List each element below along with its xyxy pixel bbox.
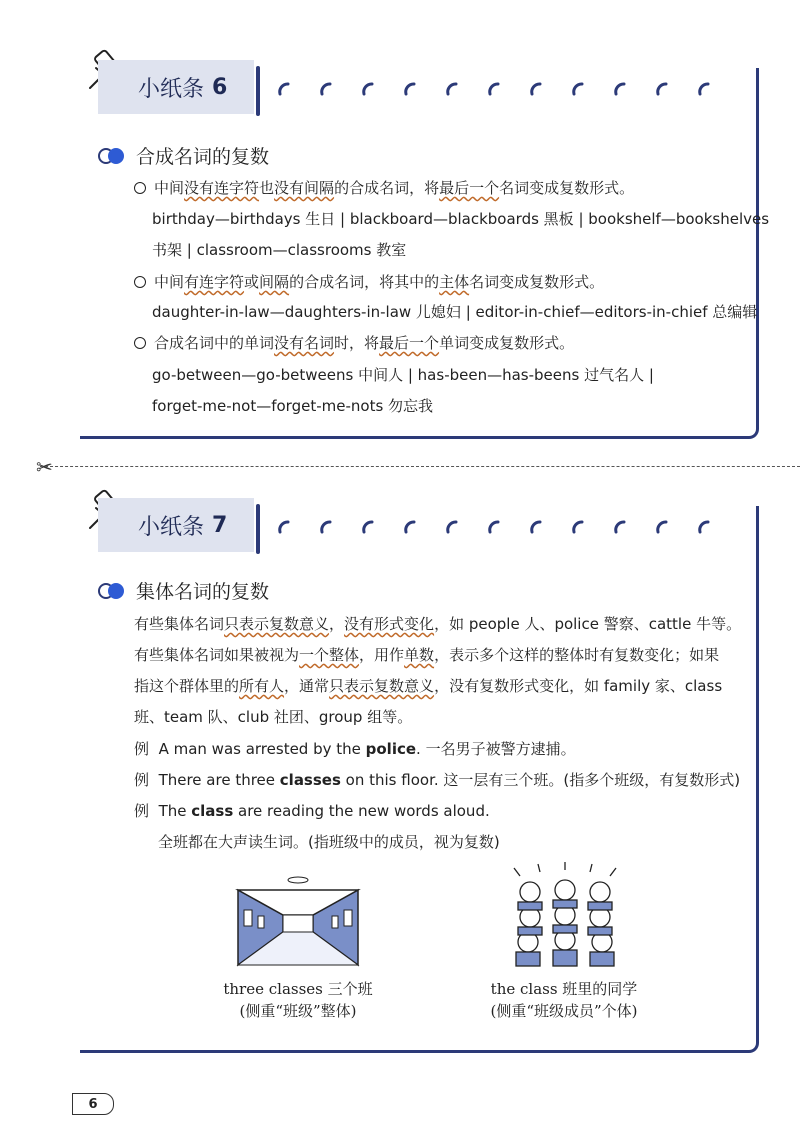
rule-emphasis: 最后一个	[439, 179, 500, 197]
rule-3	[134, 333, 574, 353]
para-emphasis: 所有人	[239, 677, 285, 695]
bullet-icon	[134, 182, 146, 194]
example-label: 例	[134, 771, 150, 789]
rule-text: 名词	[499, 179, 530, 197]
para-emphasis: 只表示复数意义	[329, 677, 435, 695]
example-text: A man was arrested by the	[158, 740, 366, 758]
cut-line	[40, 466, 800, 467]
example-line: forget-me-not—forget-me-nots 勿忘我	[152, 397, 434, 415]
example-line: go-between—go-betweens 中间人 | has-been—has-beens 过气名人 |	[152, 366, 654, 384]
tab-divider	[256, 504, 260, 554]
caption-class-members	[464, 978, 664, 1022]
section-title-text: 集体名词的复数	[136, 581, 270, 603]
section-title-collective	[98, 577, 269, 604]
rule-text: 变成复数形式。	[469, 334, 575, 352]
rule-text: 或	[244, 273, 260, 291]
para-text: ，用作	[359, 646, 405, 664]
example-2	[134, 770, 740, 790]
example-text: on this floor. 这一层有三个班。(指多个班级，有复数形式)	[340, 771, 741, 789]
example-1	[134, 739, 576, 759]
para-emphasis: 一个整体	[299, 646, 360, 664]
para-emphasis: 单数	[404, 646, 435, 664]
example-text: are reading the new words aloud.	[233, 802, 490, 820]
example-label: 例	[134, 740, 150, 758]
caption-line: (侧重“班级成员”个体)	[490, 1002, 638, 1020]
paragraph-line	[134, 614, 741, 634]
section-dots-icon	[98, 146, 128, 166]
example-3	[134, 801, 490, 821]
rule-emphasis: 最后一个	[379, 334, 440, 352]
rule-emphasis: 主体	[439, 273, 470, 291]
tab-label: 小纸条	[138, 514, 205, 540]
example-line: 书架 | classroom—classrooms 教室	[152, 241, 407, 259]
example-text: There are three	[158, 771, 280, 789]
caption-line: the class 班里的同学	[490, 980, 638, 998]
rule-emphasis: 间隔	[259, 273, 290, 291]
example-line: birthday—birthdays 生日 | blackboard—blackboards 黑板 | bookshelf—bookshelves	[152, 210, 770, 228]
bullet-icon	[134, 337, 146, 349]
para-text: 有些集体名词	[134, 615, 225, 633]
note-tab-6	[98, 60, 254, 114]
rule-text: 变成复数形式。	[529, 179, 635, 197]
students-illustration	[500, 862, 630, 972]
binder-rings	[272, 80, 742, 104]
tab-number: 7	[212, 512, 228, 538]
note-tab-7	[98, 498, 254, 552]
para-text: ，没有复数形式变化，如 family 家、class	[434, 677, 723, 695]
corridor-illustration	[228, 870, 368, 970]
para-emphasis: 只表示复数意义	[224, 615, 330, 633]
bullet-icon	[134, 276, 146, 288]
rule-emphasis: 有连字符	[184, 273, 245, 291]
page-number: 6	[72, 1093, 114, 1115]
example-keyword: class	[191, 802, 234, 820]
scissors-icon: ✂	[36, 455, 53, 479]
para-text: ，如 people 人、police 警察、cattle 牛等。	[434, 615, 742, 633]
rule-text: 也	[259, 179, 275, 197]
paragraph-line	[134, 676, 722, 696]
section-title-compound	[98, 142, 269, 169]
example-translation: 全班都在大声读生词。(指班级中的成员，视为复数)	[158, 833, 500, 851]
rule-emphasis: 没有名词	[274, 334, 335, 352]
para-text: 有些集体名词如果被视为	[134, 646, 300, 664]
caption-line: three classes 三个班	[223, 980, 373, 998]
example-text: . 一名男子被警方逮捕。	[416, 740, 576, 758]
tab-number: 6	[212, 74, 228, 100]
rule-text: 时，将	[334, 334, 380, 352]
para-text: ，表示多个这样的整体时有复数变化；如果	[434, 646, 720, 664]
rule-1	[134, 178, 634, 198]
rule-emphasis: 没有间隔	[274, 179, 335, 197]
section-title-text: 合成名词的复数	[136, 146, 270, 168]
example-text: The	[158, 802, 192, 820]
tab-label: 小纸条	[138, 76, 205, 102]
example-line: daughter-in-law—daughters-in-law 儿媳妇 | editor-in-chief—editors-in-chief 总编辑	[152, 303, 758, 321]
rule-text: 合成名词中的单词	[154, 334, 275, 352]
rule-text: 的合成名词，将	[334, 179, 440, 197]
section-dots-icon	[98, 581, 128, 601]
binder-rings	[272, 518, 742, 542]
caption-line: (侧重“班级”整体)	[239, 1002, 357, 1020]
para-text: ，	[329, 615, 345, 633]
rule-text: 单词	[439, 334, 470, 352]
tab-divider	[256, 66, 260, 116]
rule-emphasis: 没有连字符	[184, 179, 260, 197]
para-text: 指这个群体里的	[134, 677, 240, 695]
para-text: ，通常	[284, 677, 330, 695]
caption-three-classes	[198, 978, 398, 1022]
rule-text: 的合成名词，将其中的	[289, 273, 440, 291]
rule-text: 名词变成复数形式。	[469, 273, 605, 291]
example-keyword: police	[365, 740, 417, 758]
example-keyword: classes	[279, 771, 341, 789]
paragraph-line	[134, 645, 719, 665]
rule-text: 中间	[154, 273, 185, 291]
rule-2	[134, 272, 604, 292]
paragraph-line: 班、team 队、club 社团、group 组等。	[134, 708, 413, 726]
example-label: 例	[134, 802, 150, 820]
para-emphasis: 没有形式变化	[344, 615, 435, 633]
rule-text: 中间	[154, 179, 185, 197]
